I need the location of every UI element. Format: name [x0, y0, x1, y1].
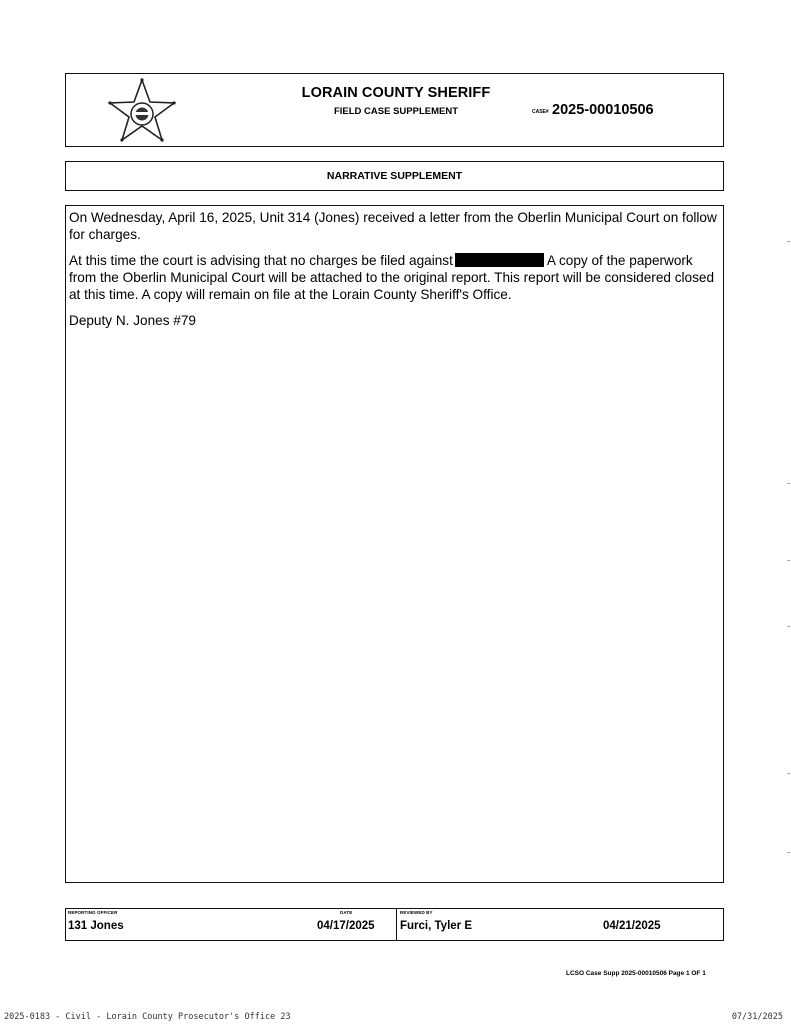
scan-mark — [787, 773, 790, 774]
deputy-signature: Deputy N. Jones #79 — [69, 313, 196, 328]
officer-footer-box — [65, 908, 724, 941]
reporting-officer-value: 131 Jones — [68, 920, 124, 932]
scan-mark — [787, 626, 790, 627]
narrative-box — [65, 205, 724, 883]
section-header-box — [65, 161, 724, 191]
date-label: DATE — [340, 910, 353, 915]
scan-mark — [787, 852, 790, 853]
scan-mark — [787, 560, 790, 561]
case-label: CASE# — [532, 109, 549, 115]
page-footer: LCSO Case Supp 2025-00010506 Page 1 OF 1 — [566, 970, 706, 977]
narrative-paragraph-2 — [69, 252, 717, 303]
case-number: 2025-00010506 — [552, 102, 654, 118]
narrative-paragraph-2-end: A copy of the paperwork from the Oberlin Municipal Court will be attached to the original report. This report will be considered closed at this time. A copy will remain on file at the Lorain County Sheriff's Office. — [69, 253, 715, 302]
report-date-value: 04/17/2025 — [317, 920, 375, 932]
reviewed-by-label: REVIEWED BY — [400, 910, 433, 915]
bates-stamp-right: 07/31/2025 — [731, 1012, 783, 1022]
sheriff-star-icon — [106, 78, 178, 144]
review-date-value: 04/21/2025 — [603, 920, 661, 932]
narrative-paragraph-1: On Wednesday, April 16, 2025, Unit 314 (Jones) received a letter from the Oberlin Municipal Court on follow for charges. — [69, 210, 717, 242]
redaction-bar — [455, 253, 544, 267]
agency-name: LORAIN COUNTY SHERIFF — [301, 85, 491, 101]
scan-mark — [787, 241, 790, 242]
footer-divider — [396, 909, 397, 940]
narrative-paragraph-2-start: At this time the court is advising that no charges be filed against — [69, 253, 453, 268]
narrative-text — [69, 209, 717, 338]
reviewed-by-value: Furci, Tyler E — [400, 920, 473, 932]
form-title: FIELD CASE SUPPLEMENT — [333, 106, 459, 117]
scan-mark — [787, 483, 790, 484]
reporting-officer-label: REPORTING OFFICER — [68, 910, 118, 915]
header-box — [65, 73, 724, 147]
bates-stamp-left: 2025-0183 - Civil - Lorain County Prosecutor's Office 23 — [4, 1012, 291, 1022]
section-title: NARRATIVE SUPPLEMENT — [326, 170, 463, 182]
